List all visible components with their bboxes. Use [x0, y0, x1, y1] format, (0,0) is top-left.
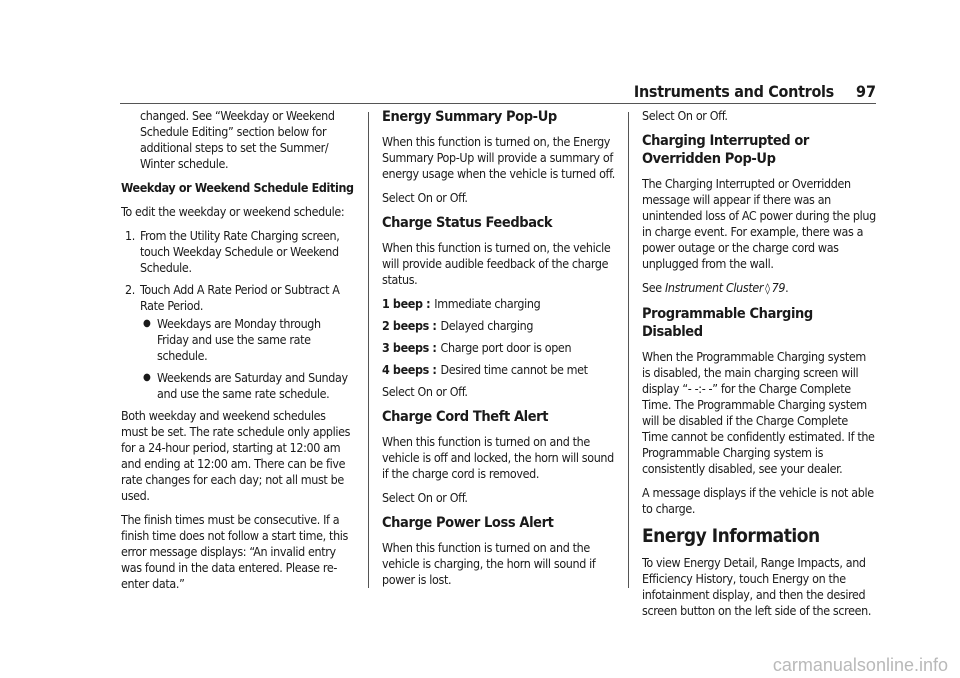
heading-programmable-charging: Programmable Charging Disabled	[642, 306, 813, 340]
heading-charging-interrupted: Charging Interrupted or Overridden Pop-Up	[642, 133, 809, 167]
select-on-off: Select On or Off.	[642, 108, 728, 123]
select-on-off: Select On or Off.	[382, 384, 468, 399]
beep-definition	[382, 362, 616, 378]
beep-term: 2 beeps :	[382, 318, 437, 333]
steps-list	[121, 228, 355, 402]
select-on-off: Select On or Off.	[382, 190, 468, 205]
see-reference	[642, 280, 876, 297]
step-number: 1.	[125, 228, 135, 243]
list-item	[140, 316, 355, 364]
intro-paragraph: changed. See “Weekday or Weekend Schedule Editing” section below for additional steps to set the Summer/ Winter schedule.	[140, 108, 335, 171]
page-header	[634, 82, 876, 104]
heading-energy-information: Energy Information	[642, 525, 820, 547]
bullet-list	[140, 316, 355, 402]
list-item	[121, 228, 355, 276]
reference-page-number[interactable]: 79	[771, 280, 786, 295]
subheading-schedule-editing: Weekday or Weekend Schedule Editing	[121, 180, 354, 195]
bullet-icon: ●	[143, 318, 151, 329]
column-divider	[628, 112, 629, 588]
heading-charge-status: Charge Status Feedback	[382, 215, 553, 231]
column-2	[382, 108, 616, 596]
watermark: carmanualsonline.info	[772, 655, 948, 675]
bullet-text: Weekdays are Monday through Friday and use the same rate schedule.	[157, 316, 321, 363]
energy-summary-paragraph: When this function is turned on, the Energy Summary Pop-Up will provide a summary of energy usage when the vehicle is turned off.	[382, 134, 615, 181]
beep-desc: Immediate charging	[434, 296, 541, 311]
column-3	[642, 108, 876, 627]
page-reference-icon: ◊	[765, 282, 770, 295]
see-prefix: See	[642, 280, 665, 295]
page-number: 97	[855, 82, 876, 101]
heading-charge-power-loss: Charge Power Loss Alert	[382, 515, 554, 531]
beep-term: 1 beep :	[382, 296, 431, 311]
message-paragraph: A message displays if the vehicle is not able to charge.	[642, 485, 874, 516]
beep-term: 4 beeps :	[382, 362, 437, 377]
charge-power-loss-paragraph: When this function is turned on and the vehicle is charging, the horn will sound if power is lost.	[382, 540, 596, 587]
select-on-off: Select On or Off.	[382, 490, 468, 505]
bullet-icon: ●	[143, 372, 151, 383]
beep-desc: Charge port door is open	[440, 340, 572, 355]
bullet-text: Weekends are Saturday and Sunday and use the same rate schedule.	[157, 370, 348, 401]
column-1	[121, 108, 355, 600]
beep-term: 3 beeps :	[382, 340, 437, 355]
step-text: From the Utility Rate Charging screen, touch Weekday Schedule or Weekend Schedule.	[140, 228, 340, 275]
charge-status-paragraph: When this function is turned on, the vehicle will provide audible feedback of the charge status.	[382, 240, 611, 287]
both-schedules-paragraph: Both weekday and weekend schedules must be set. The rate schedule only applies for a 24-hour period, starting at 12:00 am and ending at 12:00 am. There can be five rate changes for each day; not all must be used.	[121, 408, 351, 503]
list-item	[121, 282, 355, 402]
beep-desc: Desired time cannot be met	[440, 362, 588, 377]
beep-definition	[382, 340, 616, 356]
energy-information-paragraph: To view Energy Detail, Range Impacts, and Efficiency History, touch Energy on the infotainment display, and then the desired screen button on the left side of the screen.	[642, 555, 872, 618]
see-suffix: .	[785, 280, 789, 295]
section-title: Instruments and Controls	[633, 82, 834, 101]
finish-times-paragraph: The finish times must be consecutive. If a finish time does not follow a start time, this error message displays: “An invalid entry was found in the data entered. Please re-enter data.”	[121, 512, 349, 591]
programmable-charging-paragraph: When the Programmable Charging system is disabled, the main charging screen will display “- -:- -” for the Charge Complete Time. The Programmable Charging system will be disabled if the Charge Complete Time cannot be confidently estimated. If the Programmable Charging system is consistently disabled, see your dealer.	[642, 349, 875, 476]
charge-cord-theft-paragraph: When this function is turned on and the vehicle is off and locked, the horn will sound if the charge cord is removed.	[382, 434, 614, 481]
heading-charge-cord-theft: Charge Cord Theft Alert	[382, 409, 549, 425]
heading-energy-summary: Energy Summary Pop-Up	[382, 109, 557, 125]
beep-definition	[382, 296, 616, 312]
charging-interrupted-paragraph: The Charging Interrupted or Overridden message will appear if there was an unintended loss of AC power during the plug in charge event. For example, there was a power outage or the charge cord was unplugged from the wall.	[642, 176, 876, 271]
to-edit-paragraph: To edit the weekday or weekend schedule:	[121, 204, 345, 219]
cross-reference-link[interactable]: Instrument Cluster	[664, 280, 764, 295]
beep-desc: Delayed charging	[440, 318, 534, 333]
column-divider	[368, 112, 369, 588]
list-item	[140, 370, 355, 402]
beep-definition	[382, 318, 616, 334]
step-text: Touch Add A Rate Period or Subtract A Rate Period.	[140, 282, 340, 313]
step-number: 2.	[125, 282, 135, 297]
header-rule	[120, 103, 876, 104]
